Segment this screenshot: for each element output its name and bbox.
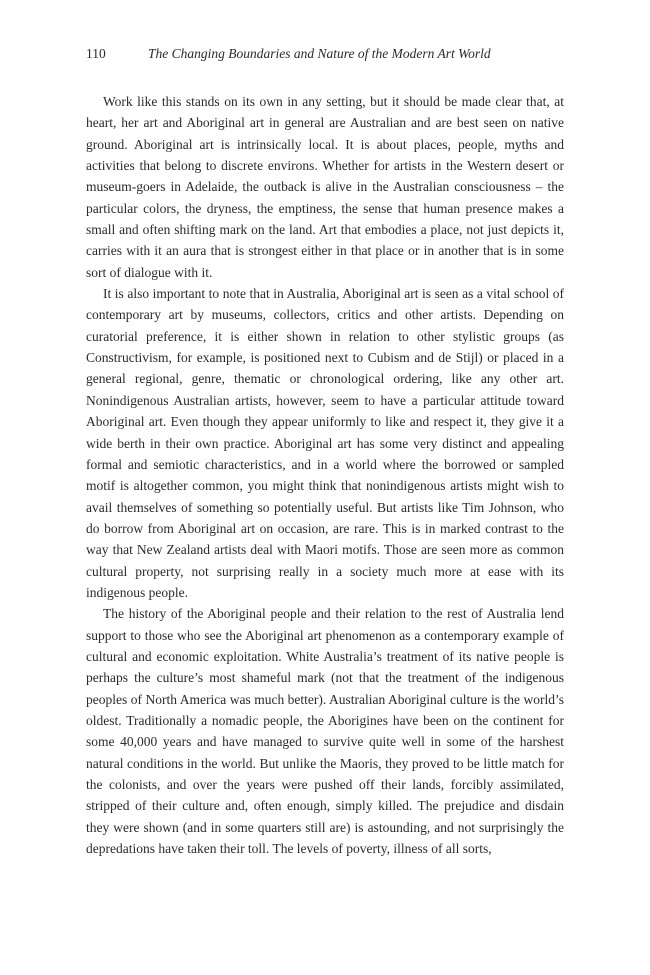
paragraph-2: It is also important to note that in Australia, Aboriginal art is seen as a vital school of contemporary art by museums, collectors, critics and other artists. Depending on curatorial preference, it is either shown in relation to other stylistic groups (as Constructivism, for example, is positioned next to Cubism and de Stijl) or placed in a general regional, genre, thematic or chronological ordering, like any other art. Nonindigenous Australian artists, however, seem to have a particular attitude toward Aboriginal art. Even though they appear uniformly to like and respect it, they give it a wide berth in their own practice. Aboriginal art has some very distinct and appealing formal and semiotic characteristics, and in a world where the borrowed or sampled motif is altogether common, you might think that nonindigenous artists might wish to avail themselves of something so potentially useful. But artists like Tim Johnson, who do borrow from Aboriginal art on occasion, are rare. This is in marked contrast to the way that New Zealand artists deal with Maori motifs. Those are seen more as common cultural property, not surprising really in a society much more at ease with its indigenous people. xyxy=(86,286,564,600)
page-number: 110 xyxy=(86,46,106,61)
paragraph-3: The history of the Aboriginal people and their relation to the rest of Australia lend support to those who see the Aboriginal art phenomenon as a contemporary example of cultural and economic exploitation. White Australia’s treatment of its native people is perhaps the culture’s most shameful mark (not that the treatment of the indigenous peoples of North America was much better). Australian Aboriginal culture is the world’s oldest. Traditionally a nomadic people, the Aborigines have been on the continent for some 40,000 years and have managed to survive quite well in some of the harshest natural conditions in the world. But unlike the Maoris, they proved to be little match for the colonists, and over the years were pushed off their lands, forcibly assimilated, stripped of their culture and, often enough, simply killed. The prejudice and disdain they were shown (and in some quarters still are) is astounding, and not surprisingly the depredations have taken their toll. The levels of poverty, illness of all sorts, xyxy=(86,606,564,857)
running-title: The Changing Boundaries and Nature of the Modern Art World xyxy=(148,46,491,61)
paragraph-1: Work like this stands on its own in any setting, but it should be made clear that, at heart, her art and Aboriginal art in general are Australian and are best seen on native ground. Aboriginal art is intrinsically local. It is about places, people, myths and activities that belong to discrete environs. Whether for artists in the Western desert or museum-goers in Adelaide, the outback is alive in the Australian consciousness – the particular colors, the dryness, the emptiness, the sense that human presence makes a small and often shifting mark on the land. Art that embodies a place, not just depicts it, carries with it an aura that is strongest either in that place or in another that is in some sort of dialogue with it. xyxy=(86,94,564,280)
running-head xyxy=(86,45,566,63)
body-text xyxy=(86,91,564,859)
